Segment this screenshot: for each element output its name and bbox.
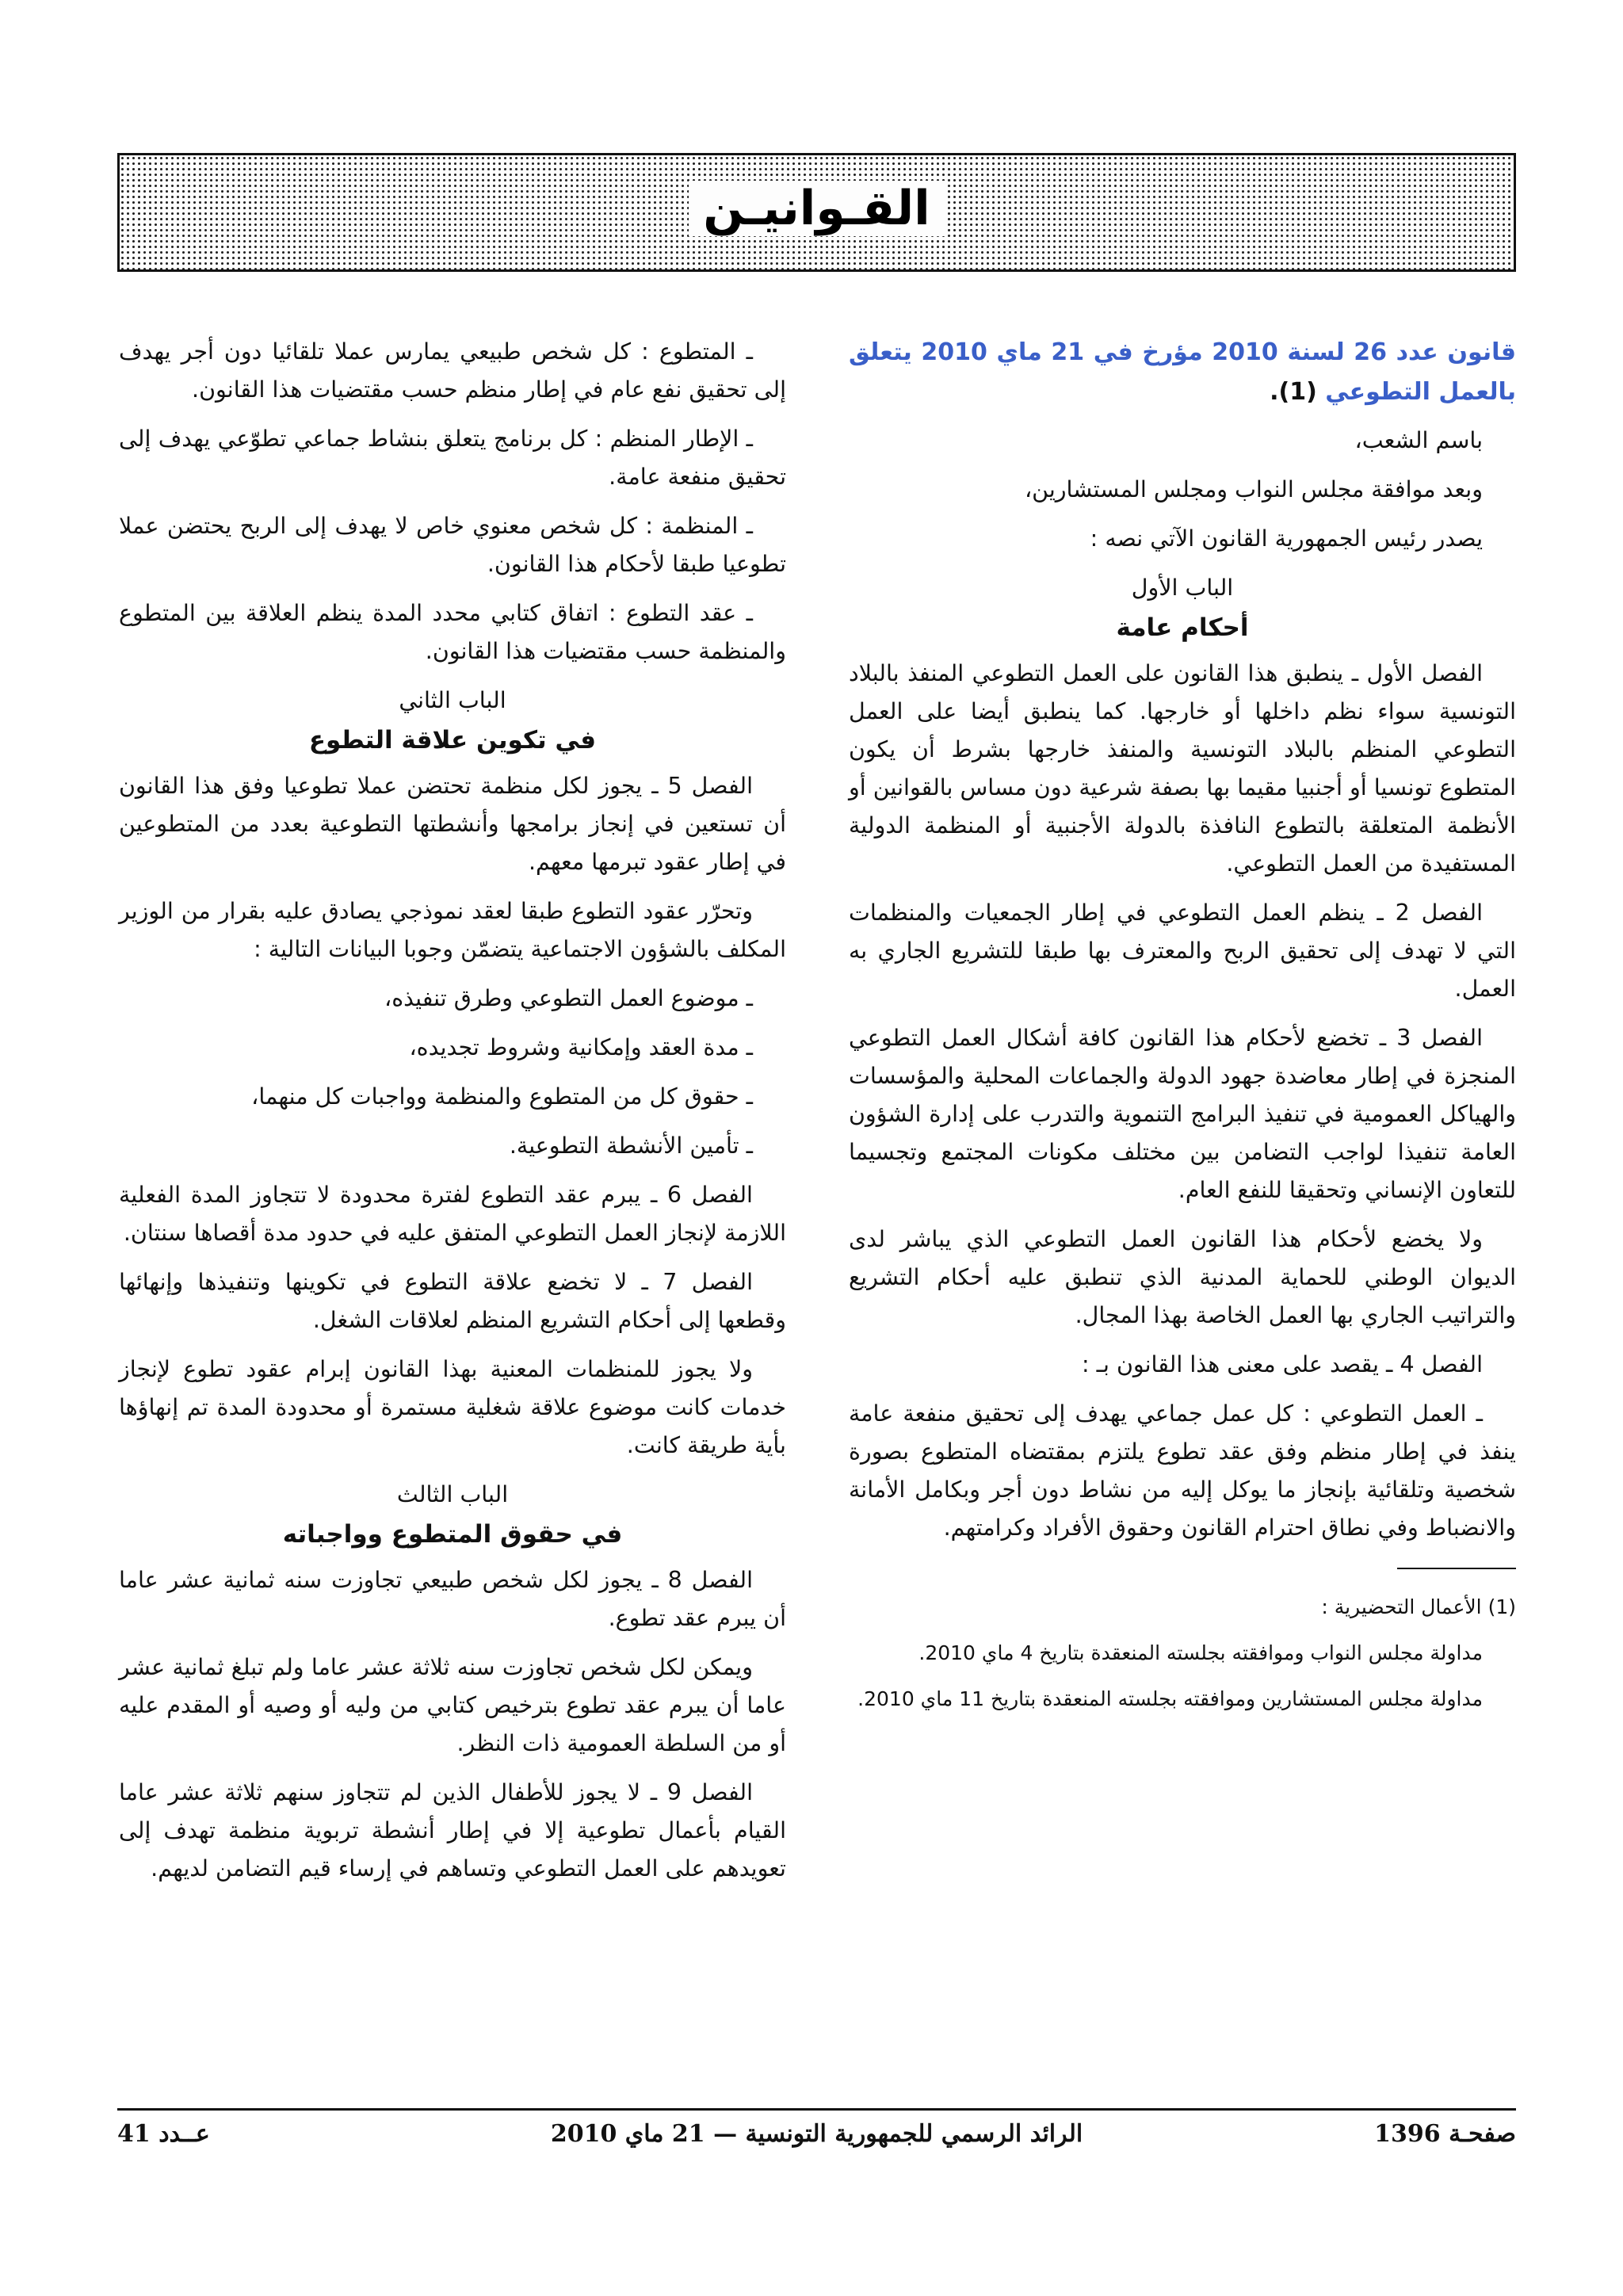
chapter-label: الباب الثالث	[396, 1481, 509, 1507]
article-paragraph: الفصل 9 ـ لا يجوز للأطفال الذين لم تتجاوز سنهم ثلاثة عشر عاما القيام بأعمال تطوعية إلا في إطار أنشطة تربوية منظمة تهدف إلى تعويدهم على العمل التطوعي وتساهم في إرساء قيم التضامن لديهم.	[119, 1779, 786, 1881]
section-title: القـوانيـن	[120, 181, 1514, 236]
article-paragraph: وتحرّر عقود التطوع طبقا لعقد نموذجي يصادق عليه بقرار من الوزير المكلف بالشؤون الاجتماعية يتضمّن وجوبا البيانات التالية :	[119, 898, 786, 962]
journal-name-date: الرائد الرسمي للجمهورية التونسية — 21 ماي 2010	[550, 2120, 1083, 2148]
chapter-label: الباب الأول	[1131, 575, 1234, 601]
definition-paragraph: ـ المتطوع : كل شخص طبيعي يمارس عملا تلقائيا دون أجر يهدف إلى تحقيق نفع عام في إطار منظم حسب مقتضيات هذا القانون.	[119, 338, 786, 403]
article-paragraph: ويمكن لكل شخص تجاوزت سنه ثلاثة عشر عاما ولم تبلغ ثمانية عشر عاما أن يبرم عقد تطوع بترخيص كتابي من وليه أو وصيه أو المقدم عليه أو من السلطة العمومية ذات النظر.	[119, 1654, 786, 1756]
article-paragraph: الفصل 6 ـ يبرم عقد التطوع لفترة محدودة لا تتجاوز المدة الفعلية اللازمة لإنجاز العمل التطوعي المتفق عليه في حدود مدة أقصاها سنتان.	[119, 1182, 786, 1246]
footnote-divider	[1397, 1568, 1516, 1569]
footer-divider	[117, 2108, 1516, 2111]
chapter-label: الباب الثاني	[399, 687, 506, 713]
law-title: قانون عدد 26 لسنة 2010 مؤرخ في 21 ماي 2010 يتعلق بالعمل التطوعي (1).	[849, 338, 1516, 406]
list-item: ـ مدة العقد وإمكانية وشروط تجديده،	[409, 1034, 753, 1060]
article-paragraph: ولا يخضع لأحكام هذا القانون العمل التطوعي الذي يباشر لدى الديوان الوطني للحماية المدنية الذي تنطبق عليه أحكام التشريع والتراتيب الجاري بها العمل الخاصة بهذا المجال.	[849, 1226, 1516, 1328]
footnote: مداولة مجلس المستشارين وموافقته بجلسته المنعقدة بتاريخ 11 ماي 2010.	[857, 1687, 1483, 1710]
list-item: ـ تأمين الأنشطة التطوعية.	[509, 1133, 753, 1159]
definition-paragraph: ـ المنظمة : كل شخص معنوي خاص لا يهدف إلى الربح يحتضن عملا تطوعيا طبقا لأحكام هذا القانون.	[119, 513, 786, 577]
left-column	[119, 333, 786, 1899]
definition-paragraph: ـ العمل التطوعي : كل عمل جماعي يهدف إلى تحقيق منفعة عامة ينفذ في إطار منظم وفق عقد تطوع يلتزم بمقتضاه المتطوع بصورة شخصية وتلقائية بإنجاز ما يوكل إليه من نشاط دون أجر وبكامل الأمانة والانضباط وفي نطاق احترام القانون وحقوق الأفراد وكرامتهم.	[849, 1400, 1516, 1541]
definition-paragraph: ـ الإطار المنظم : كل برنامج يتعلق بنشاط جماعي تطوّعي يهدف إلى تحقيق منفعة عامة.	[119, 426, 786, 490]
issue-number: عــدد 41	[117, 2120, 210, 2148]
article-paragraph: الفصل 5 ـ يجوز لكل منظمة تحتضن عملا تطوعيا وفق هذا القانون أن تستعين في إنجاز برامجها وأنشطتها التطوعية بعدد من المتطوعين في إطار عقود تبرمها معهم.	[119, 773, 786, 875]
chapter-heading: في تكوين علاقة التطوع	[308, 726, 597, 755]
article-paragraph: الفصل الأول ـ ينطبق هذا القانون على العمل التطوعي المنفذ بالبلاد التونسية سواء نظم داخلها أو خارجها. كما ينطبق أيضا على العمل التطوعي المنظم بالبلاد التونسية والمنفذ خارجها بشرط أن يكون المتطوع تونسيا أو أجنبيا مقيما بها بصفة شرعية دون مساس بالقوانين أو الأنظمة المتعلقة بالتطوع النافذة بالدولة الأجنبية أو المنظمة الدولية المستفيدة من العمل التطوعي.	[849, 660, 1516, 877]
list-item: ـ موضوع العمل التطوعي وطرق تنفيذه،	[384, 985, 753, 1011]
chapter-heading: في حقوق المتطوع وواجباته	[282, 1520, 623, 1549]
preamble-line: يصدر رئيس الجمهورية القانون الآتي نصه :	[1090, 525, 1483, 552]
list-item: ـ حقوق كل من المتطوع والمنظمة وواجبات كل منهما،	[251, 1083, 753, 1110]
article-paragraph: الفصل 2 ـ ينظم العمل التطوعي في إطار الجمعيات والمنظمات التي لا تهدف إلى تحقيق الربح والمعترف بها طبقا للتشريع الجاري به العمل.	[849, 900, 1516, 1002]
right-column	[849, 333, 1516, 1728]
footnote: مداولة مجلس النواب وموافقته بجلسته المنعقدة بتاريخ 4 ماي 2010.	[918, 1641, 1483, 1664]
chapter-heading: أحكام عامة	[1116, 613, 1249, 642]
article-paragraph: الفصل 4 ـ يقصد على معنى هذا القانون بـ :	[1081, 1351, 1483, 1377]
preamble-line: باسم الشعب،	[1354, 427, 1483, 453]
footnote: (1) الأعمال التحضيرية :	[1321, 1595, 1516, 1618]
preamble-line: وبعد موافقة مجلس النواب ومجلس المستشارين،	[1024, 476, 1483, 502]
page-number: صفحـة 1396	[1374, 2120, 1516, 2148]
section-banner	[117, 153, 1516, 272]
article-paragraph: ولا يجوز للمنظمات المعنية بهذا القانون إبرام عقود تطوع لإنجاز خدمات كانت موضوع علاقة شغلية مستمرة أو محدودة المدة تم إنهاؤها بأية طريقة كانت.	[119, 1356, 786, 1458]
definition-paragraph: ـ عقد التطوع : اتفاق كتابي محدد المدة ينظم العلاقة بين المتطوع والمنظمة حسب مقتضيات هذا القانون.	[119, 600, 786, 664]
page-footer	[117, 2120, 1516, 2160]
article-paragraph: الفصل 7 ـ لا تخضع علاقة التطوع في تكوينها وتنفيذها وإنهائها وقطعها إلى أحكام التشريع المنظم لعلاقات الشغل.	[119, 1269, 786, 1333]
article-paragraph: الفصل 3 ـ تخضع لأحكام هذا القانون كافة أشكال العمل التطوعي المنجزة في إطار معاضدة جهود الدولة والجماعات المحلية والمؤسسات والهياكل العمومية في تنفيذ البرامج التنموية والتدرب على إدارة الشؤون العامة تنفيذا لواجب التضامن بين مختلف مكونات المجتمع وتجسيما للتعاون الإنساني وتحقيقا للنفع العام.	[849, 1025, 1516, 1203]
article-paragraph: الفصل 8 ـ يجوز لكل شخص طبيعي تجاوزت سنه ثمانية عشر عاما أن يبرم عقد تطوع.	[119, 1567, 786, 1631]
